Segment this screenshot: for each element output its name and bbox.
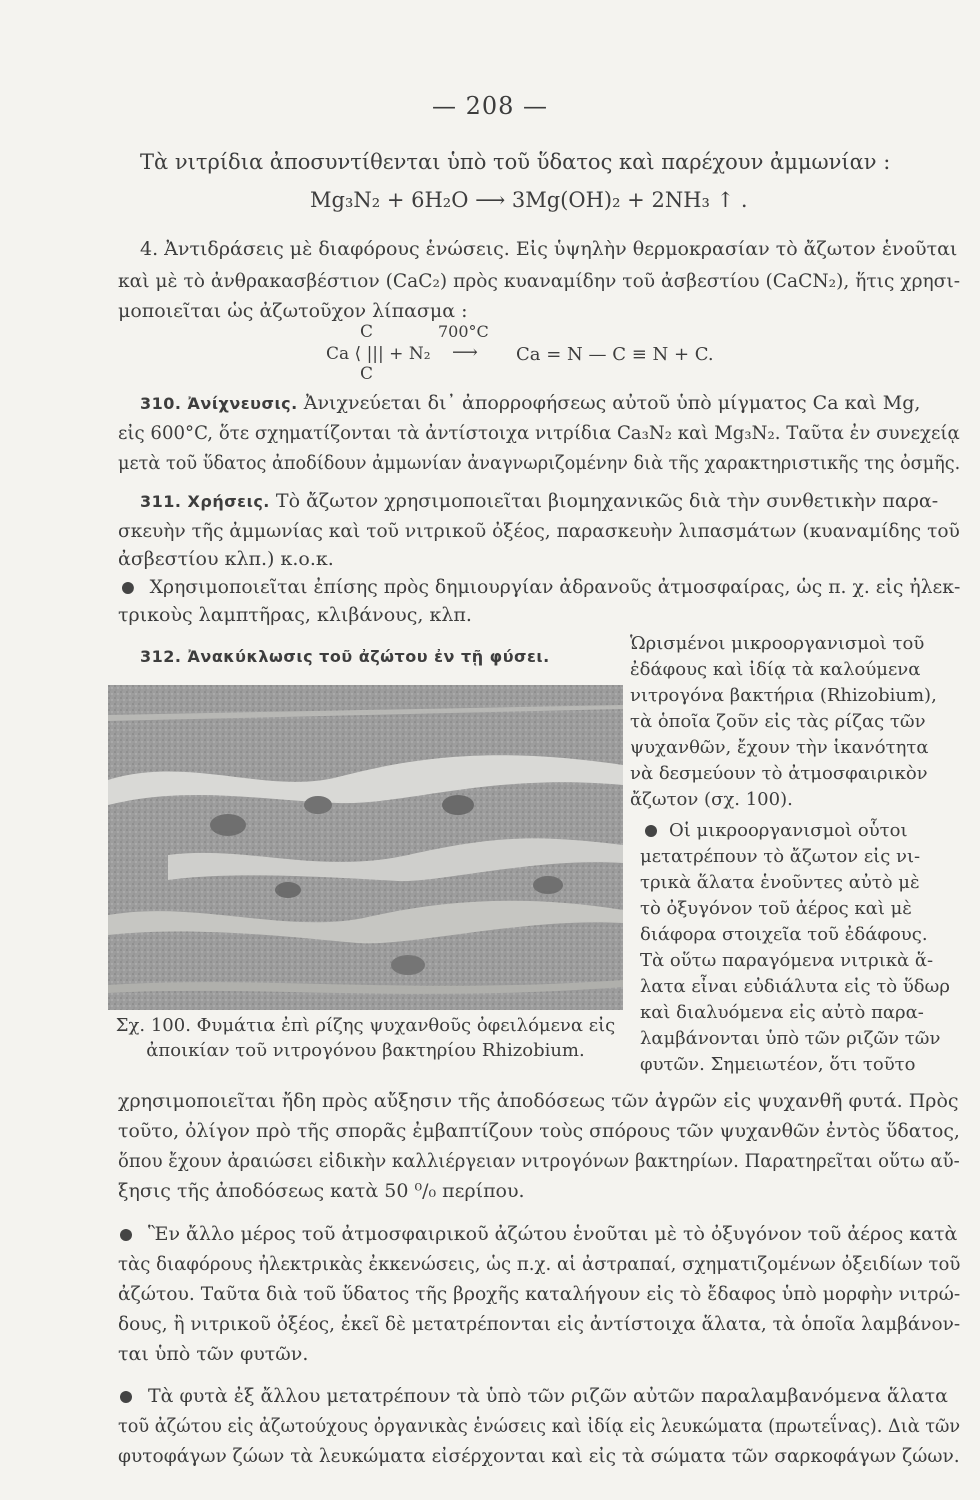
sec311-bullet-line-1 [122, 576, 960, 598]
page-number: — 208 — [431, 92, 549, 120]
sec312-right-bullet-line-4: τὸ ὀξυγόνον τοῦ ἀέρος καὶ μὲ [640, 898, 912, 919]
para2-line-5: ται ὑπὸ τῶν φυτῶν. [118, 1343, 309, 1365]
sec311-bullet-text-1: Χρησιμοποιεῖται ἐπίσης πρὸς δημιουργίαν ἀδρανοῦς ἀτμοσφαίρας, ὡς π. χ. εἰς ἠλεκ- [149, 576, 961, 598]
sec312-right-bullet-line-2: μετατρέπουν τὸ ἄζωτον εἰς νι- [640, 846, 921, 867]
sec312-number: 312. [140, 647, 182, 666]
sec312-right-bullet-line-3: τρικὰ ἅλατα ἑνοῦντες αὐτὸ μὲ [640, 872, 920, 893]
sec311-text-1: Τὸ ἄζωτον χρησιμοποιεῖται βιομηχανικῶς διὰ τὴν συνθετικὴν παρα- [275, 490, 939, 512]
para3-line-2: τοῦ ἀζώτου εἰς ἀζωτούχους ὀργανικὰς ἑνώσεις καὶ ἰδίᾳ εἰς λευκώματα (πρωτεΐνας). Διὰ τῶν [118, 1415, 961, 1437]
sec311-line-1 [140, 490, 938, 512]
intro-line: Τὰ νιτρίδια ἀποσυντίθενται ὑπὸ τοῦ ὕδατος καὶ παρέχουν ἀμμωνίαν : [140, 150, 891, 174]
sec312-right-line-6: νὰ δεσμεύουν τὸ ἀτμοσφαιρικὸν [630, 763, 928, 784]
reaction-arrow: ⟶ [452, 342, 478, 363]
equation-mg3n2-hydrolysis: Mg₃N₂ + 6H₂O ⟶ 3Mg(OH)₂ + 2NH₃ ↑ . [310, 188, 748, 212]
sec312-full-line-3: ὅπου ἔχουν ἀραιώσει εἰδικὴν καλλιέργειαν νιτρογόνων βακτηρίων. Παρατηρεῖται οὕτω αὔ- [118, 1150, 960, 1172]
para2-line-3: ἀζώτου. Ταῦτα διὰ τοῦ ὕδατος τῆς βροχῆς καταλήγουν εἰς τὸ ἔδαφος ὑπὸ μορφὴν νιτρώ- [118, 1283, 961, 1305]
sec310-text-1: Ἀνιχνεύεται δι᾽ ἀπορροφήσεως αὐτοῦ ὑπὸ μίγματος Ca καὶ Mg, [303, 392, 921, 414]
figure-caption-line-1: Σχ. 100. Φυμάτια ἐπὶ ρίζης ψυχανθοῦς ὀφειλόμενα εἰς [115, 1015, 616, 1036]
sec312-right-bullet-text-1: Οἱ μικροοργανισμοὶ οὗτοι [669, 820, 908, 841]
para2-text-1: Ἓν ἄλλο μέρος τοῦ ἀτμοσφαιρικοῦ ἀζώτου ἑνοῦται μὲ τὸ ὀξυγόνον τοῦ ἀέρος κατὰ [148, 1223, 958, 1245]
sec312-right-bullet-line-5: διάφορα στοιχεῖα τοῦ ἐδάφους. [640, 924, 928, 945]
carbon-top: C [360, 322, 374, 342]
sec310-line-3: μετὰ τοῦ ὕδατος ἀποδίδουν ἀμμωνίαν ἀναγνωριζομένην διὰ τῆς χαρακτηριστικῆς της ὀσμῆς. [118, 452, 961, 474]
sec312-right-line-1: Ὡρισμένοι μικροοργανισμοὶ τοῦ [630, 633, 925, 654]
sec312-right-line-2: ἐδάφους καὶ ἰδίᾳ τὰ καλούμενα [630, 659, 921, 680]
product-formula: Ca = N — C ≡ N + C. [516, 344, 714, 365]
sec311-number: 311. [140, 492, 182, 511]
sec312-right-bullet-line-6: Τὰ οὕτω παραγόμενα νιτρικὰ ἅ- [640, 950, 934, 971]
bullet-icon [120, 1229, 132, 1241]
sec312-heading [140, 645, 550, 667]
para2-line-2: τὰς διαφόρους ἠλεκτρικὰς ἐκκενώσεις, ὡς π.χ. αἱ ἀστραπαί, σχηματιζομένων ὀξειδίων τοῦ [118, 1253, 961, 1275]
para3-line-1 [120, 1385, 948, 1407]
root-nodules-photo [108, 685, 623, 1010]
para3-line-3: φυτοφάγων ζώων τὰ λευκώματα εἰσέρχονται καὶ εἰς τὰ σώματα τῶν σαρκοφάγων ζώων. [118, 1445, 960, 1467]
sec311-title: Χρήσεις. [187, 492, 270, 511]
temperature-label: 700°C [438, 322, 489, 341]
sec311-line-2: σκευὴν τῆς ἀμμωνίας καὶ τοῦ νιτρικοῦ ὀξέος, παρασκευὴν λιπασμάτων (κυαναμίδης τοῦ [118, 520, 960, 542]
para2-line-4: δους, ἢ νιτρικοῦ ὀξέος, ἐκεῖ δὲ μετατρέπονται εἰς ἀντίστοιχα ἅλατα, τὰ ὁποῖα λαμβάνον- [118, 1313, 961, 1335]
equation-cyanamide [320, 322, 740, 382]
sec312-right-line-3: νιτρογόνα βακτήρια (Rhizobium), [630, 685, 937, 706]
carbon-bottom: C [360, 364, 374, 384]
root-nodules-illustration [108, 685, 623, 1010]
sec312-right-bullet-line-1 [645, 820, 908, 841]
sec312-right-bullet-line-10: φυτῶν. Σημειωτέον, ὅτι τοῦτο [640, 1054, 916, 1075]
sec312-right-line-4: τὰ ὁποῖα ζοῦν εἰς τὰς ρίζας τῶν [630, 711, 926, 732]
sec310-number: 310. [140, 394, 182, 413]
sec311-line-3: ἀσβεστίου κλπ.) κ.ο.κ. [118, 548, 334, 570]
figure-caption-line-2: ἀποικίαν τοῦ νιτρογόνου βακτηρίου Rhizobium. [146, 1040, 585, 1061]
bullet-icon [120, 1391, 132, 1403]
sec312-right-bullet-line-9: λαμβάνονται ὑπὸ τῶν ριζῶν τῶν [640, 1028, 941, 1049]
sec312-full-line-4: ξησις τῆς ἀποδόσεως κατὰ 50 ⁰/₀ περίπου. [118, 1180, 525, 1202]
section4-line-1: 4. Ἀντιδράσεις μὲ διαφόρους ἑνώσεις. Εἰς ὑψηλὴν θερμοκρασίαν τὸ ἄζωτον ἑνοῦται [140, 238, 958, 260]
sec312-full-line-1: χρησιμοποιεῖται ἤδη πρὸς αὔξησιν τῆς ἀποδόσεως τῶν ἀγρῶν εἰς ψυχανθῆ φυτά. Πρὸς [118, 1090, 959, 1112]
section4-line-2: καὶ μὲ τὸ ἀνθρακασβέστιον (CaC₂) πρὸς κυαναμίδην τοῦ ἀσβεστίου (CaCN₂), ἥτις χρησι- [118, 270, 960, 292]
sec312-right-line-7: ἄζωτον (σχ. 100). [630, 789, 793, 810]
sec312-right-bullet-line-8: καὶ διαλυόμενα εἰς αὐτὸ παρα- [640, 1002, 924, 1023]
sec312-full-line-2: τοῦτο, ὀλίγον πρὸ τῆς σπορᾶς ἐμβαπτίζουν τοὺς σπόρους τῶν ψυχανθῶν ἐντὸς ὕδατος, [118, 1120, 960, 1142]
para2-line-1 [120, 1223, 957, 1245]
carbide-left: Ca ⟨ ||| + N₂ [326, 344, 431, 364]
bullet-icon [122, 582, 134, 594]
bullet-icon [645, 825, 657, 837]
para3-text-1: Τὰ φυτὰ ἐξ ἄλλου μετατρέπουν τὰ ὑπὸ τῶν ριζῶν αὐτῶν παραλαμβανόμενα ἅλατα [148, 1385, 949, 1407]
sec312-right-bullet-line-7: λατα εἶναι εὐδιάλυτα εἰς τὸ ὕδωρ [640, 976, 950, 997]
sec310-line-1 [140, 392, 920, 414]
sec311-bullet-line-2: τρικοὺς λαμπτῆρας, κλιβάνους, κλπ. [118, 604, 472, 626]
sec310-line-2: εἰς 600°C, ὅτε σχηματίζονται τὰ ἀντίστοιχα νιτρίδια Ca₃N₂ καὶ Mg₃N₂. Ταῦτα ἐν συνεχείᾳ [118, 422, 960, 444]
sec312-title: Ἀνακύκλωσις τοῦ ἀζώτου ἐν τῇ φύσει. [187, 647, 550, 666]
sec310-title: Ἀνίχνευσις. [187, 394, 298, 413]
section4-line-3: μοποιεῖται ὡς ἀζωτοῦχον λίπασμα : [118, 300, 468, 322]
sec312-right-line-5: ψυχανθῶν, ἔχουν τὴν ἱκανότητα [630, 737, 929, 758]
